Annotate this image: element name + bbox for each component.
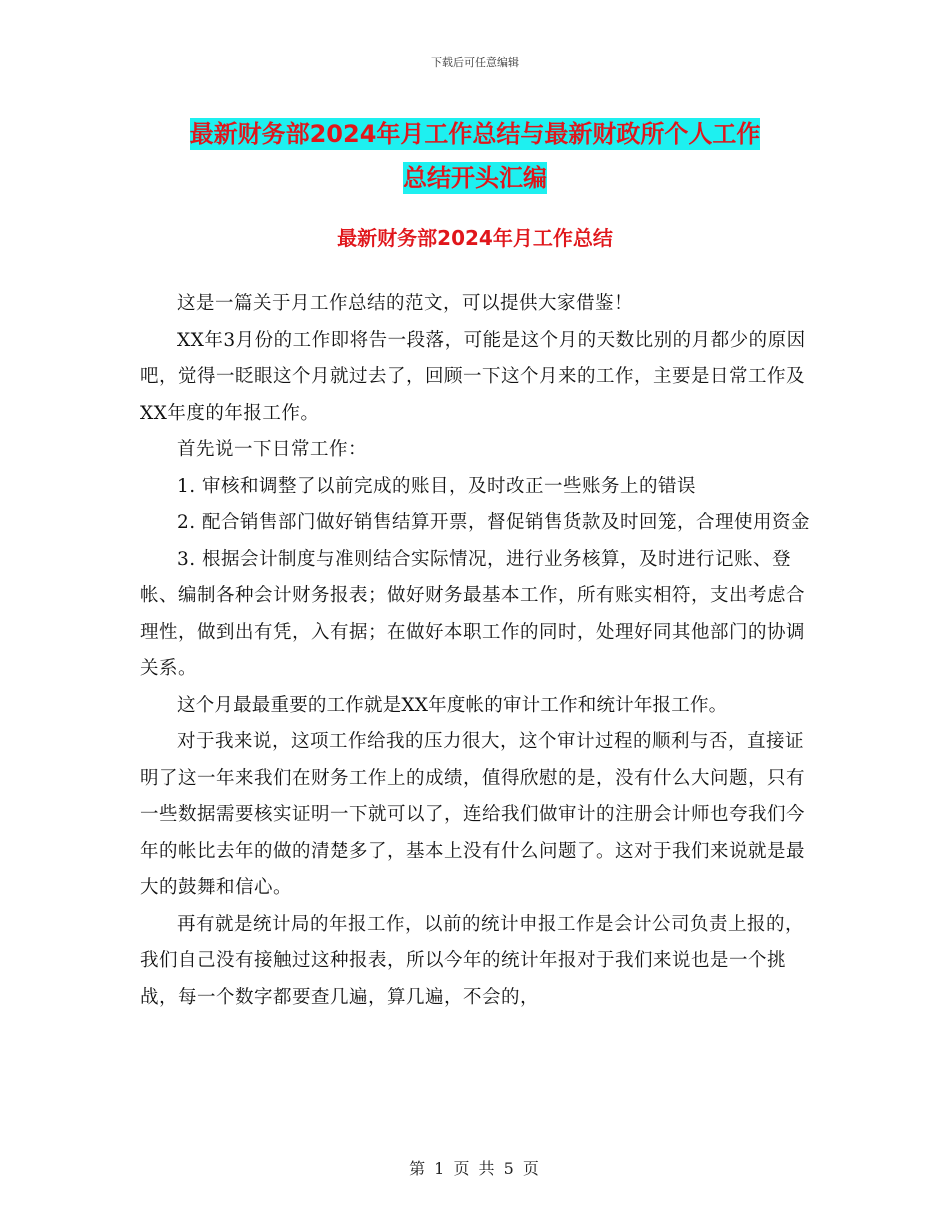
- document-title: [0, 112, 950, 200]
- paragraph-audit-detail: 对于我来说，这项工作给我的压力很大，这个审计过程的顺利与否，直接证明了这一年来我们在财务工作上的成绩，值得欣慰的是，没有什么大问题，只有一些数据需要核实证明一下就可以了，连给我们做审计的注册会计师也夸我们今年的帐比去年的做的清楚多了，基本上没有什么问题了。这对于我们来说就是最大的鼓舞和信心。: [140, 731, 806, 898]
- list-item-2: 2. 配合销售部门做好销售结算开票，督促销售货款及时回笼，合理使用资金: [177, 512, 811, 533]
- title-line-2: 总结开头汇编: [403, 164, 547, 192]
- header-note: 下载后可任意编辑: [431, 56, 519, 69]
- paragraph-audit-heading: 这个月最最重要的工作就是XX年度帐的审计工作和统计年报工作。: [177, 694, 728, 716]
- list-item-1: 1. 审核和调整了以前完成的账目，及时改正一些账务上的错误: [177, 475, 697, 497]
- paragraph-statistics-report: 再有就是统计局的年报工作，以前的统计申报工作是会计公司负责上报的，我们自己没有接触过这种报表，所以今年的统计年报对于我们来说也是一个挑战，每一个数字都要查几遍，算几遍，不会的，: [140, 913, 805, 1008]
- section-title: 最新财务部2024年月工作总结: [337, 226, 613, 250]
- body-text: [140, 286, 820, 1016]
- paragraph-daily-work-heading: 首先说一下日常工作：: [177, 439, 368, 460]
- list-item-3: 3. 根据会计制度与准则结合实际情况，进行业务核算，及时进行记账、登帐、编制各种会计财务报表；做好财务最基本工作，所有账实相符，支出考虑合理性，做到出有凭，入有据；在做好本职工作的同时，处理好同其他部门的协调关系。: [140, 548, 806, 679]
- paragraph-march-summary: XX年3月份的工作即将告一段落，可能是这个月的天数比别的月都少的原因吧，觉得一眨眼这个月就过去了，回顾一下这个月来的工作，主要是日常工作及XX年度的年报工作。: [140, 329, 806, 424]
- page-footer: 第 1 页 共 5 页: [409, 1159, 541, 1178]
- title-line-1: 最新财务部2024年月工作总结与最新财政所个人工作: [189, 120, 761, 148]
- paragraph-intro: 这是一篇关于月工作总结的范文，可以提供大家借鉴！: [177, 293, 634, 314]
